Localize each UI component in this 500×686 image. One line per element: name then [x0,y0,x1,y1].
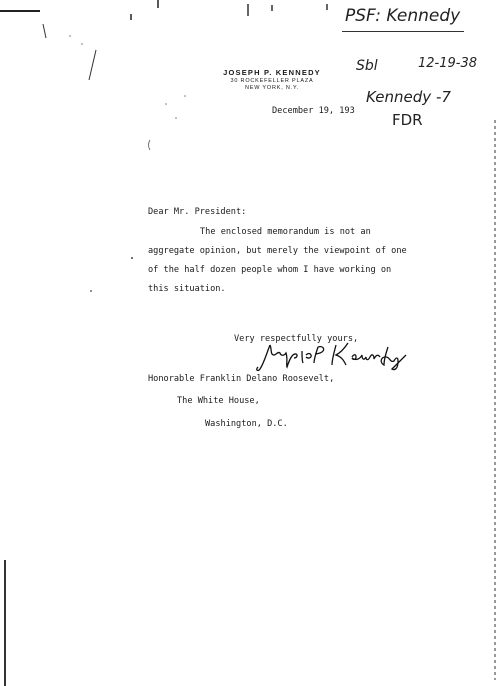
letter-body [148,223,418,299]
scan-speck [175,117,177,119]
archival-note-kennedy: Kennedy -7 [366,88,451,106]
address-line: Honorable Franklin Delano Roosevelt, [148,374,335,384]
letterhead-name: JOSEPH P. KENNEDY [223,68,321,77]
body-line: of the half dozen people whom I have working on [148,265,392,275]
archival-note-underline [342,31,464,32]
signature-image [256,339,416,373]
letter-date: December 19, 193 [272,106,355,116]
scan-speck [184,95,186,97]
letterhead-address: 30 ROCKEFELLER PLAZA [230,78,314,84]
letterhead-city: NEW YORK, N.Y. [244,85,300,91]
letter-closing: Very respectfully yours, [234,334,359,344]
letterhead [212,68,332,91]
archival-note-psf: PSF: Kennedy [345,6,461,26]
body-line: this situation. [148,284,226,294]
scan-speck [90,290,92,292]
archival-note-sbl: Sbl [356,58,378,74]
body-line: The enclosed memorandum is not an [200,227,371,237]
scan-speck [149,140,151,150]
archival-note-date: 12-19-38 [418,56,478,71]
scan-speck [89,50,96,80]
scan-speck [69,35,71,37]
body-line: aggregate opinion, but merely the viewpoint of one [148,246,407,256]
scan-speck [165,103,167,105]
address-line: Washington, D.C. [205,419,288,429]
archival-note-fdr: FDR [392,111,423,129]
scan-speck [43,24,46,38]
address-line: The White House, [177,396,260,406]
scan-speck [81,43,83,45]
letter-salutation: Dear Mr. President: [148,207,247,217]
scan-speck [131,257,133,259]
